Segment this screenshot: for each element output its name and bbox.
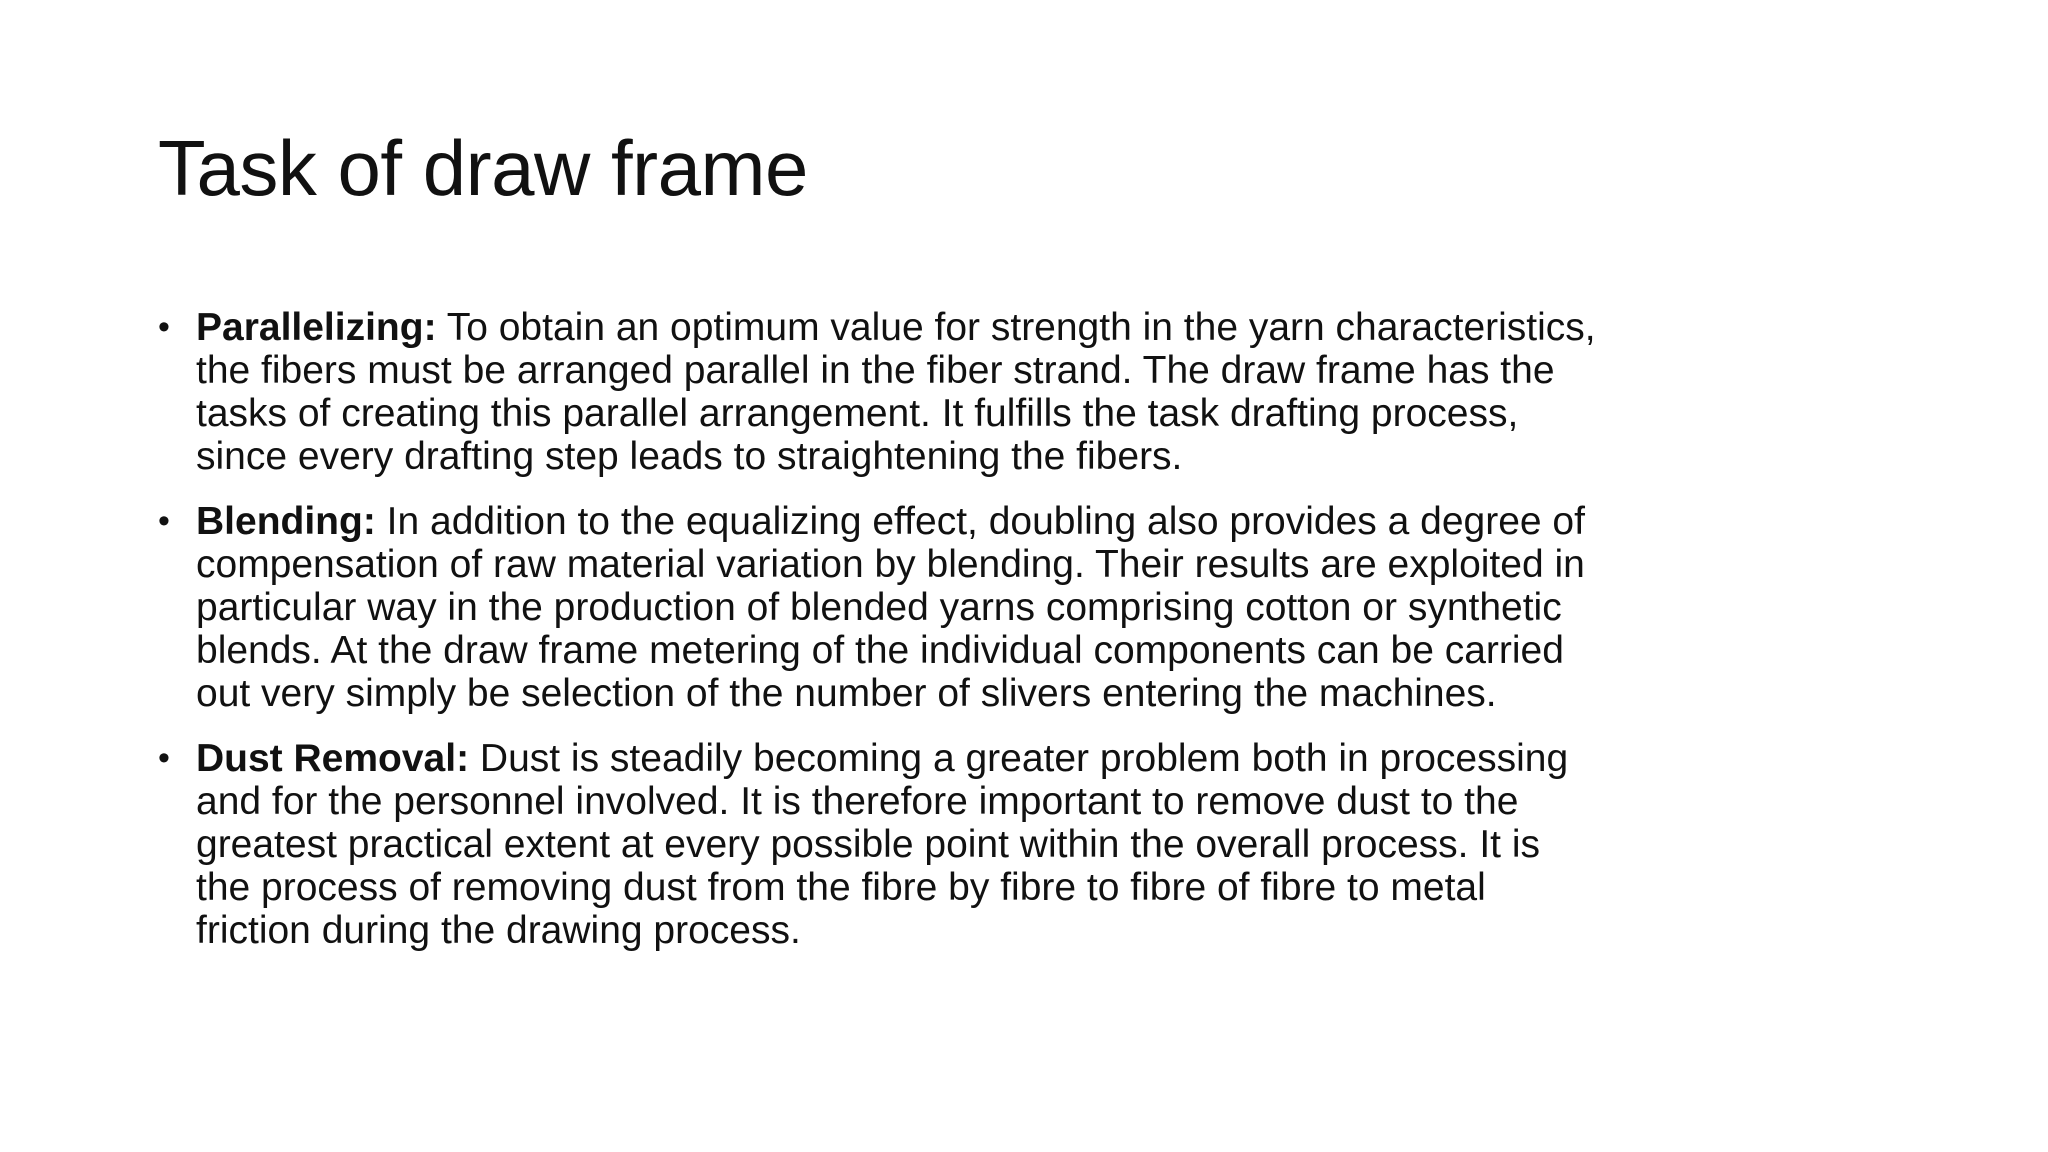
bullet-list: [158, 306, 1958, 974]
bullet-item-blending: [158, 500, 1958, 715]
bullet-dot-icon: •: [158, 502, 170, 540]
slide-title: Task of draw frame: [158, 124, 808, 212]
bullet-item-dust-removal: [158, 737, 1958, 952]
bullet-term: Parallelizing:: [196, 306, 437, 349]
bullet-line: the fibers must be arranged parallel in the fiber strand. The draw frame has the: [196, 349, 1555, 392]
bullet-line: and for the personnel involved. It is therefore important to remove dust to the: [196, 780, 1519, 823]
bullet-line: out very simply be selection of the number of slivers entering the machines.: [196, 672, 1497, 715]
bullet-text: To obtain an optimum value for strength in the yarn characteristics,: [446, 306, 1596, 349]
bullet-dot-icon: •: [158, 739, 170, 777]
bullet-line: [196, 306, 1958, 349]
bullet-line: since every drafting step leads to straightening the fibers.: [196, 435, 1183, 478]
bullet-line: the process of removing dust from the fibre by fibre to fibre of fibre to metal: [196, 866, 1486, 909]
bullet-item-parallelizing: [158, 306, 1958, 478]
bullet-text: Dust is steadily becoming a greater problem both in processing: [479, 737, 1569, 780]
bullet-line: tasks of creating this parallel arrangement. It fulfills the task drafting process,: [196, 392, 1519, 435]
bullet-text: In addition to the equalizing effect, doubling also provides a degree of: [386, 500, 1585, 543]
bullet-line: friction during the drawing process.: [196, 909, 801, 952]
bullet-line: [196, 737, 1958, 780]
bullet-dot-icon: •: [158, 308, 170, 346]
bullet-line: compensation of raw material variation by blending. Their results are exploited in: [196, 543, 1585, 586]
bullet-line: greatest practical extent at every possible point within the overall process. It is: [196, 823, 1540, 866]
bullet-term: Blending:: [196, 500, 376, 543]
bullet-line: [196, 500, 1958, 543]
bullet-line: blends. At the draw frame metering of the individual components can be carried: [196, 629, 1564, 672]
bullet-term: Dust Removal:: [196, 737, 470, 780]
bullet-line: particular way in the production of blended yarns comprising cotton or synthetic: [196, 586, 1562, 629]
